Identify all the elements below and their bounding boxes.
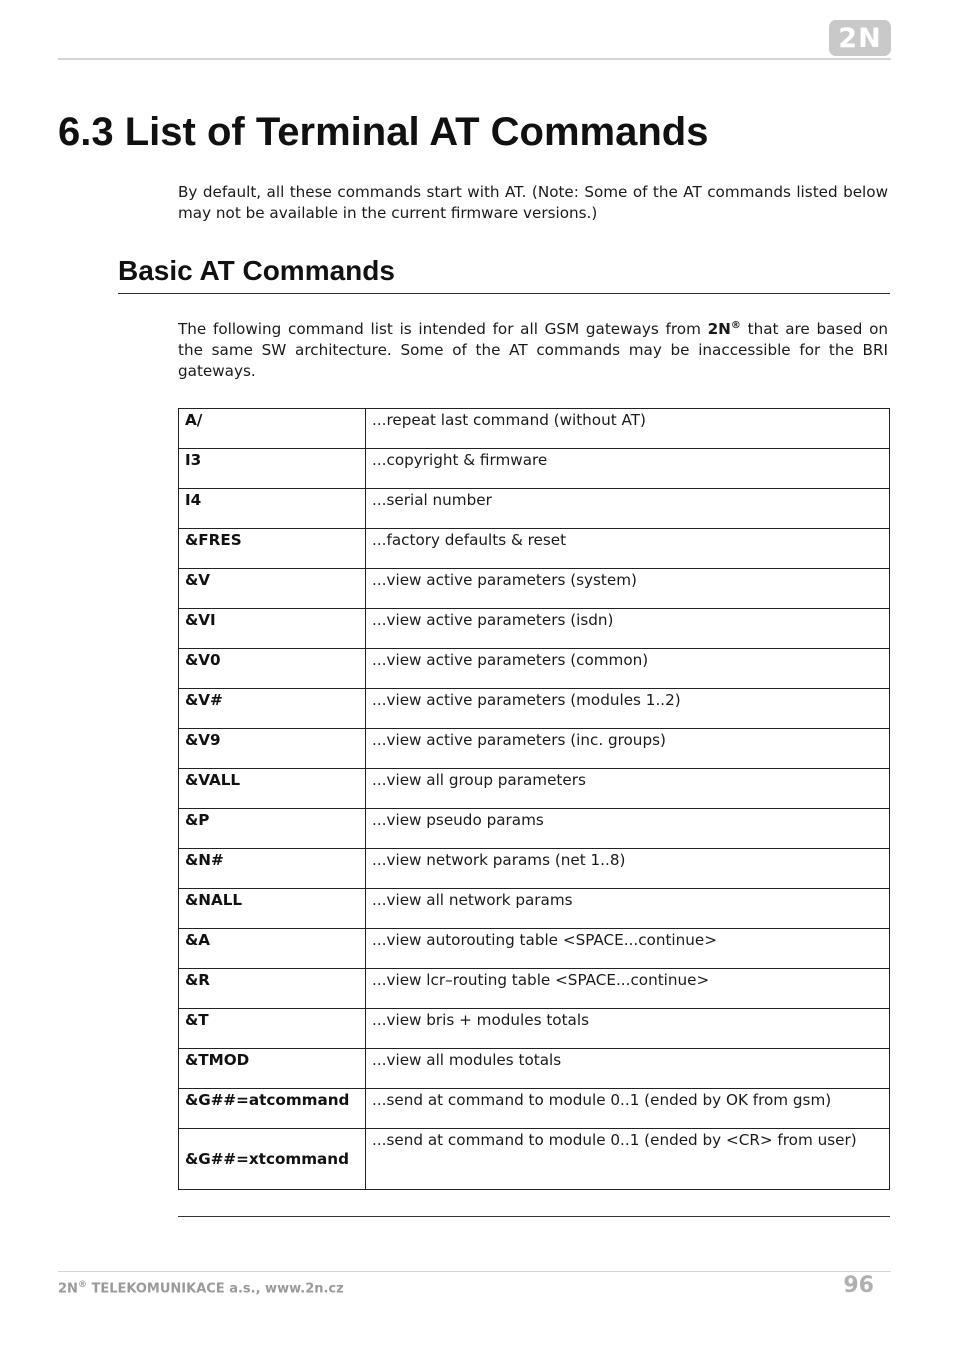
page-title: 6.3 List of Terminal AT Commands <box>58 110 709 154</box>
footer-rule <box>58 1271 891 1272</box>
footer-company: 2N® TELEKOMUNIKACE a.s., www.2n.cz <box>58 1280 344 1297</box>
command-cell: &V <box>179 569 366 609</box>
table-row <box>179 1009 890 1049</box>
table-row <box>179 449 890 489</box>
description-cell: ...view pseudo params <box>366 809 890 849</box>
description-cell: ...copyright & firmware <box>366 449 890 489</box>
desc-after: that are based on the same SW architecture. Some of the AT commands may be inaccessible for the BRI gateways. <box>178 320 888 381</box>
command-cell: I3 <box>179 449 366 489</box>
section-title: Basic AT Commands <box>118 255 395 286</box>
command-cell: &T <box>179 1009 366 1049</box>
table-row <box>179 1049 890 1089</box>
command-cell: &N# <box>179 849 366 889</box>
table-row <box>179 969 890 1009</box>
command-cell: &V# <box>179 689 366 729</box>
command-cell: &NALL <box>179 889 366 929</box>
table-row <box>179 569 890 609</box>
table-row <box>179 729 890 769</box>
table-row <box>179 769 890 809</box>
description-cell: ...send at command to module 0..1 (ended by <CR> from user) <box>366 1129 890 1190</box>
description-cell: ...view lcr–routing table <SPACE...continue> <box>366 969 890 1009</box>
command-cell: &R <box>179 969 366 1009</box>
brand-logo: 2N <box>829 20 891 56</box>
table-row <box>179 849 890 889</box>
description-cell: ...view active parameters (inc. groups) <box>366 729 890 769</box>
table-row <box>179 1089 890 1129</box>
command-cell: &A <box>179 929 366 969</box>
description-cell: ...factory defaults & reset <box>366 529 890 569</box>
description-cell: ...view active parameters (modules 1..2) <box>366 689 890 729</box>
description-cell: ...repeat last command (without AT) <box>366 409 890 449</box>
command-cell: &V9 <box>179 729 366 769</box>
section-rule <box>118 293 890 294</box>
table-row <box>179 929 890 969</box>
intro-paragraph: By default, all these commands start with AT. (Note: Some of the AT commands listed below may not be available in the current firmware versions.) <box>178 183 888 222</box>
table-row <box>179 529 890 569</box>
section-description <box>178 315 888 382</box>
description-cell: ...view bris + modules totals <box>366 1009 890 1049</box>
table-end-rule <box>178 1216 890 1217</box>
description-cell: ...view all network params <box>366 889 890 929</box>
desc-before: The following command list is intended for all GSM gateways from <box>178 320 708 339</box>
table-row <box>179 489 890 529</box>
description-cell: ...view active parameters (isdn) <box>366 609 890 649</box>
command-cell: A/ <box>179 409 366 449</box>
description-cell: ...view active parameters (system) <box>366 569 890 609</box>
description-cell: ...view active parameters (common) <box>366 649 890 689</box>
description-cell: ...view all group parameters <box>366 769 890 809</box>
table-row <box>179 409 890 449</box>
description-cell: ...serial number <box>366 489 890 529</box>
description-cell: ...view network params (net 1..8) <box>366 849 890 889</box>
commands-table <box>178 408 890 1190</box>
registered-mark: ® <box>730 320 741 331</box>
footer-registered-mark: ® <box>77 1280 87 1290</box>
page-number: 96 <box>843 1273 874 1298</box>
command-cell: &G##=atcommand <box>179 1089 366 1129</box>
command-cell: &V0 <box>179 649 366 689</box>
table-row <box>179 809 890 849</box>
command-cell: I4 <box>179 489 366 529</box>
table-row <box>179 889 890 929</box>
description-cell: ...view autorouting table <SPACE...continue> <box>366 929 890 969</box>
command-cell: &G##=xtcommand <box>179 1129 366 1190</box>
command-cell: &TMOD <box>179 1049 366 1089</box>
command-cell: &P <box>179 809 366 849</box>
table-row <box>179 689 890 729</box>
description-cell: ...send at command to module 0..1 (ended by OK from gsm) <box>366 1089 890 1129</box>
table-row <box>179 1129 890 1190</box>
description-cell: ...view all modules totals <box>366 1049 890 1089</box>
desc-brand: 2N® <box>707 320 741 339</box>
table-row <box>179 609 890 649</box>
header-rule <box>58 58 891 60</box>
command-cell: &VALL <box>179 769 366 809</box>
command-cell: &FRES <box>179 529 366 569</box>
command-cell: &VI <box>179 609 366 649</box>
table-row <box>179 649 890 689</box>
